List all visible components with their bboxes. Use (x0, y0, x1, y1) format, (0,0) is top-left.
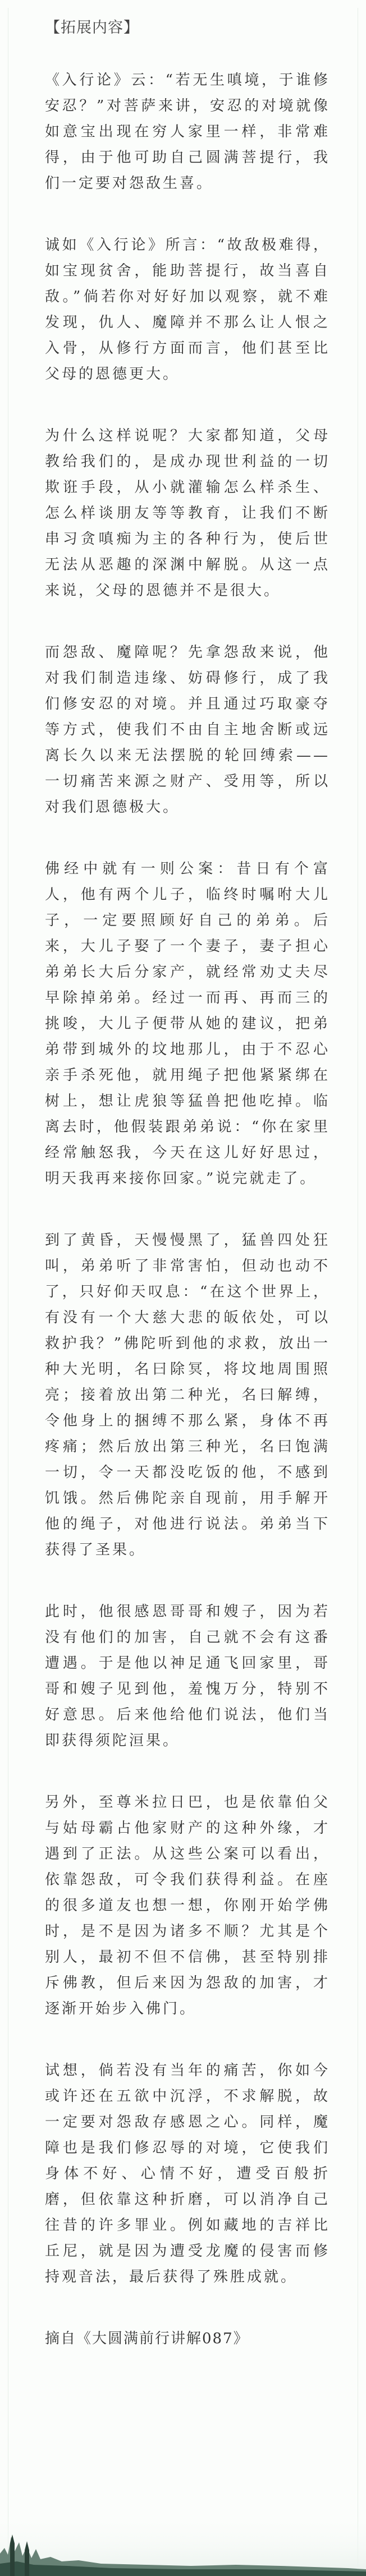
source-citation: 摘自《大圆满前行讲解087》 (45, 2330, 249, 2347)
forest-silhouette-decoration (0, 2514, 366, 2576)
paragraph: 此时，他很感恩哥哥和嫂子，因为若没有他们的加害，自己就不会有这番遭遇。于是他以神足通飞回家里，哥哥和嫂子见到他，羞愧万分，特别不好意思。后来他给他们说法，他们当即获得须陀洹果。 (45, 1603, 330, 1749)
paragraph: 而怨敌、魔障呢？先拿怨敌来说，他对我们制造违缘、妨碍修行，成了我们修安忍的对境。并且通过巧取豪夺等方式，使我们不由自主地舍断或远离长久以来无法摆脱的轮回缚索——一切痛苦来源之财产、受用等，所以对我们恩德极大。 (45, 644, 330, 816)
paragraph: 另外，至尊米拉日巴，也是依靠伯父与姑母霸占他家财产的这种外缘，才遇到了正法。从这些公案可以看出，依靠怨敌，可令我们获得利益。在座的很多道友也想一想，你刚开始学佛时，是不是因为诸多不顺？尤其是个别人，最初不但不信佛，甚至特别排斥佛教，但后来因为怨敌的加害，才逐渐开始步入佛门。 (45, 1794, 330, 2017)
paragraph: 佛经中就有一则公案：昔日有个富人，他有两个儿子，临终时嘱咐大儿子，一定要照顾好自己的弟弟。后来，大儿子娶了一个妻子，妻子担心弟弟长大后分家产，就经常劝丈夫尽早除掉弟弟。经过一而再、再而三的挑唆，大儿子便带从她的建议，把弟弟带到城外的坟地那儿，由于不忍心亲手杀死他，就用绳子把他紧紧绑在树上，想让虎狼等猛兽把他吃掉。临离去时，他假装跟弟弟说：“你在家里经常触怒我，今天在这儿好好思过，明天我再来接你回家。”说完就走了。 (45, 861, 330, 1187)
paragraph: 《入行论》云：“若无生嗔境，于谁修安忍？”对菩萨来讲，安忍的对境就像如意宝出现在穷人家里一样，非常难得，由于他可助自己圆满菩提行，我们一定要对怨敌生喜。 (45, 72, 330, 192)
section-title: 【拓展内容】 (45, 19, 139, 36)
paragraph: 诚如《入行论》所言：“故敌极难得，如宝现贫舍，能助菩提行，故当喜自敌。”倘若你对好好加以观察，就不难发现，仇人、魔障并不那么让人恨之入骨，从修行方面而言，他们甚至比父母的恩德更大。 (45, 237, 330, 383)
article-content (45, 17, 330, 2352)
paragraph: 为什么这样说呢？大家都知道，父母教给我们的，是成办现世利益的一切欺诳手段，从小就灌输怎么样杀生、怎么样谈朋友等等教育，让我们不断串习贪嗔痴为主的各种行为，使后世无法从恶趣的深渊中解脱。从这一点来说，父母的恩德并不是很大。 (45, 427, 330, 599)
paragraph: 到了黄昏，天慢慢黑了，猛兽四处狂叫，弟弟听了非常害怕，但动也动不了，只好仰天叹息：“在这个世界上，有没有一个大慈大悲的皈依处，可以救护我？”佛陀听到他的求救，放出一种大光明，名曰除冥，将坟地周围照亮；接着放出第二种光，名曰解缚，令他身上的捆缚不那么紧，身体不再疼痛；然后放出第三种光，名曰饱满一切，令一天都没吃饭的他，不感到饥饿。然后佛陀亲自现前，用手解开他的绳子，对他进行说法。弟弟当下获得了圣果。 (45, 1232, 330, 1558)
paragraph: 试想，倘若没有当年的痛苦，你如今或许还在五欲中沉浮，不求解脱，故一定要对怨敌存感恩之心。同样，魔障也是我们修忍辱的对境，它使我们身体不好、心情不好，遭受百般折磨，但依靠这种折磨，可以消净自己往昔的许多罪业。例如藏地的吉祥比丘尼，就是因为遭受龙魔的侵害而修持观音法，最后获得了殊胜成就。 (45, 2062, 330, 2285)
